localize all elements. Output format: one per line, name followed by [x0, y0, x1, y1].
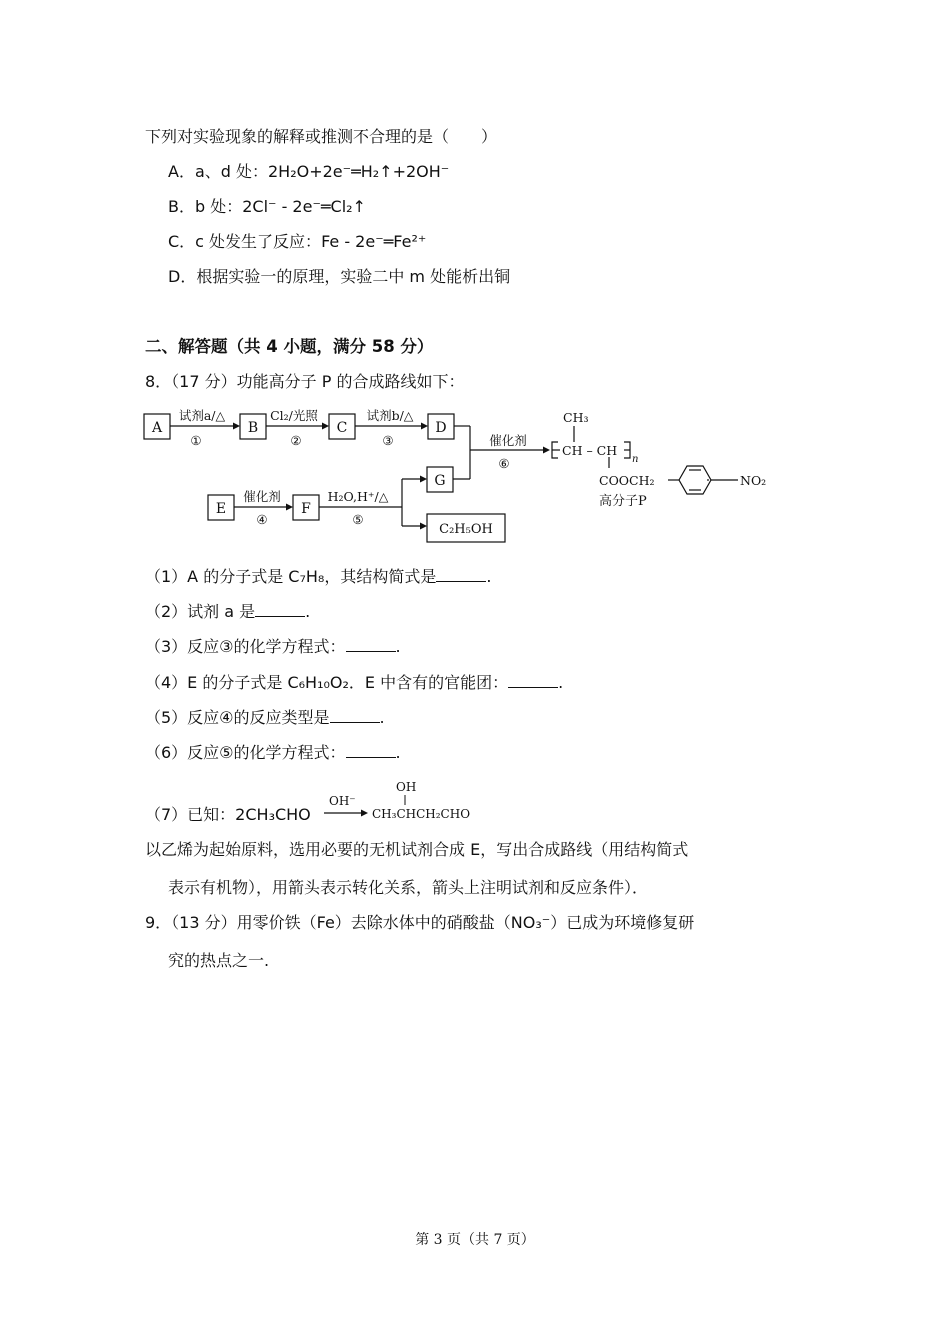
question-8-stem: 8．（17 分）功能高分子 P 的合成路线如下： — [145, 372, 465, 391]
option-a-equation: 2H₂O+2e⁻═H₂↑+2OH⁻ — [268, 162, 450, 181]
q8-2 — [145, 602, 310, 622]
question-stem: 下列对实验现象的解释或推测不合理的是（ ） — [145, 127, 498, 146]
answer-blank[interactable] — [330, 708, 380, 723]
q8-4 — [145, 673, 563, 693]
q8-7-text: （7）已知：2CH₃CHO — [145, 805, 311, 824]
box-d-label: D — [435, 420, 447, 436]
q8-1-text: （1）A 的分子式是 C₇H₈，其结构简式是 — [145, 567, 437, 586]
box-e-label: E — [215, 501, 227, 517]
box-b-label: B — [247, 420, 259, 436]
q8-3-text: （3）反应③的化学方程式： — [145, 637, 346, 656]
aldol-product: CH₃CHCH₂CHO — [372, 807, 471, 821]
step-6: ⑥ — [498, 456, 510, 471]
step-1: ① — [190, 433, 202, 448]
q9-line1: 9．（13 分）用零价铁（Fe）去除水体中的硝酸盐（NO₃⁻）已成为环境修复研 — [145, 913, 695, 932]
option-c-label: C．c 处发生了反应： — [168, 232, 322, 251]
section-title: 二、解答题（共 4 小题，满分 58 分） — [145, 337, 434, 356]
reagent-4: 催化剂 — [243, 489, 281, 504]
step-5: ⑤ — [352, 512, 364, 527]
reagent-1: 试剂a/△ — [178, 408, 226, 423]
box-ethanol-label: C₂H₅OH — [439, 522, 493, 537]
page-footer: 第 3 页（共 7 页） — [415, 1232, 535, 1248]
q8-3 — [145, 637, 401, 657]
step-3: ③ — [382, 433, 394, 448]
option-a-label: A．a、d 处： — [168, 162, 268, 181]
polymer-n: n — [632, 454, 639, 465]
polymer-label: 高分子P — [599, 494, 647, 509]
q9-line2: 究的热点之一. — [168, 951, 270, 970]
step-4: ④ — [256, 512, 268, 527]
q8-1 — [145, 567, 491, 587]
box-g-label: G — [434, 473, 446, 489]
q8-2-end: . — [305, 602, 311, 621]
answer-blank[interactable] — [255, 602, 305, 617]
polymer-ch3: CH₃ — [563, 410, 589, 425]
q8-7-line2: 以乙烯为起始原料，选用必要的无机试剂合成 E，写出合成路线（用结构简式 — [145, 840, 689, 859]
option-a[interactable] — [168, 162, 449, 182]
q8-2-text: （2）试剂 a 是 — [145, 602, 256, 621]
box-c-label: C — [336, 420, 348, 436]
option-b-equation: 2Cl⁻ - 2e⁻═Cl₂↑ — [242, 197, 366, 216]
polymer-ester: COOCH₂ — [599, 473, 655, 488]
step-2: ② — [290, 433, 302, 448]
synthesis-route-diagram — [140, 400, 800, 550]
q8-6 — [145, 743, 401, 763]
option-c-equation: Fe - 2e⁻═Fe²⁺ — [321, 232, 427, 251]
answer-blank[interactable] — [508, 673, 558, 688]
option-c[interactable] — [168, 232, 426, 252]
q8-5 — [145, 708, 385, 728]
polymer-no2: NO₂ — [740, 473, 767, 488]
answer-blank[interactable] — [436, 567, 486, 582]
box-f-label: F — [301, 501, 311, 517]
polymer-chain: CH – CH — [562, 443, 618, 458]
aldol-reagent: OH⁻ — [329, 794, 356, 808]
option-d[interactable] — [168, 267, 510, 287]
q8-4-text: （4）E 的分子式是 C₆H₁₀O₂．E 中含有的官能团： — [145, 673, 509, 692]
q8-5-end: . — [379, 708, 385, 727]
answer-blank[interactable] — [346, 637, 396, 652]
q8-1-end: . — [486, 567, 492, 586]
box-a-label: A — [151, 420, 163, 436]
option-d-label: D．根据实验一的原理，实验二中 m 处能析出铜 — [168, 267, 511, 286]
aldol-reaction — [320, 775, 490, 825]
reagent-6: 催化剂 — [489, 433, 527, 448]
reagent-3: 试剂b/△ — [366, 408, 414, 423]
reagent-2: Cl₂/光照 — [270, 408, 318, 423]
reagent-5: H₂O,H⁺/△ — [327, 489, 389, 504]
aldol-oh: OH — [396, 780, 417, 794]
q8-3-end: . — [395, 637, 401, 656]
answer-blank[interactable] — [346, 743, 396, 758]
q8-4-end: . — [558, 673, 564, 692]
q8-6-text: （6）反应⑤的化学方程式： — [145, 743, 346, 762]
q8-7-line3: 表示有机物），用箭头表示转化关系，箭头上注明试剂和反应条件）． — [168, 878, 649, 897]
option-b-label: B．b 处： — [168, 197, 243, 216]
q8-5-text: （5）反应④的反应类型是 — [145, 708, 330, 727]
option-b[interactable] — [168, 197, 366, 217]
q8-6-end: . — [395, 743, 401, 762]
